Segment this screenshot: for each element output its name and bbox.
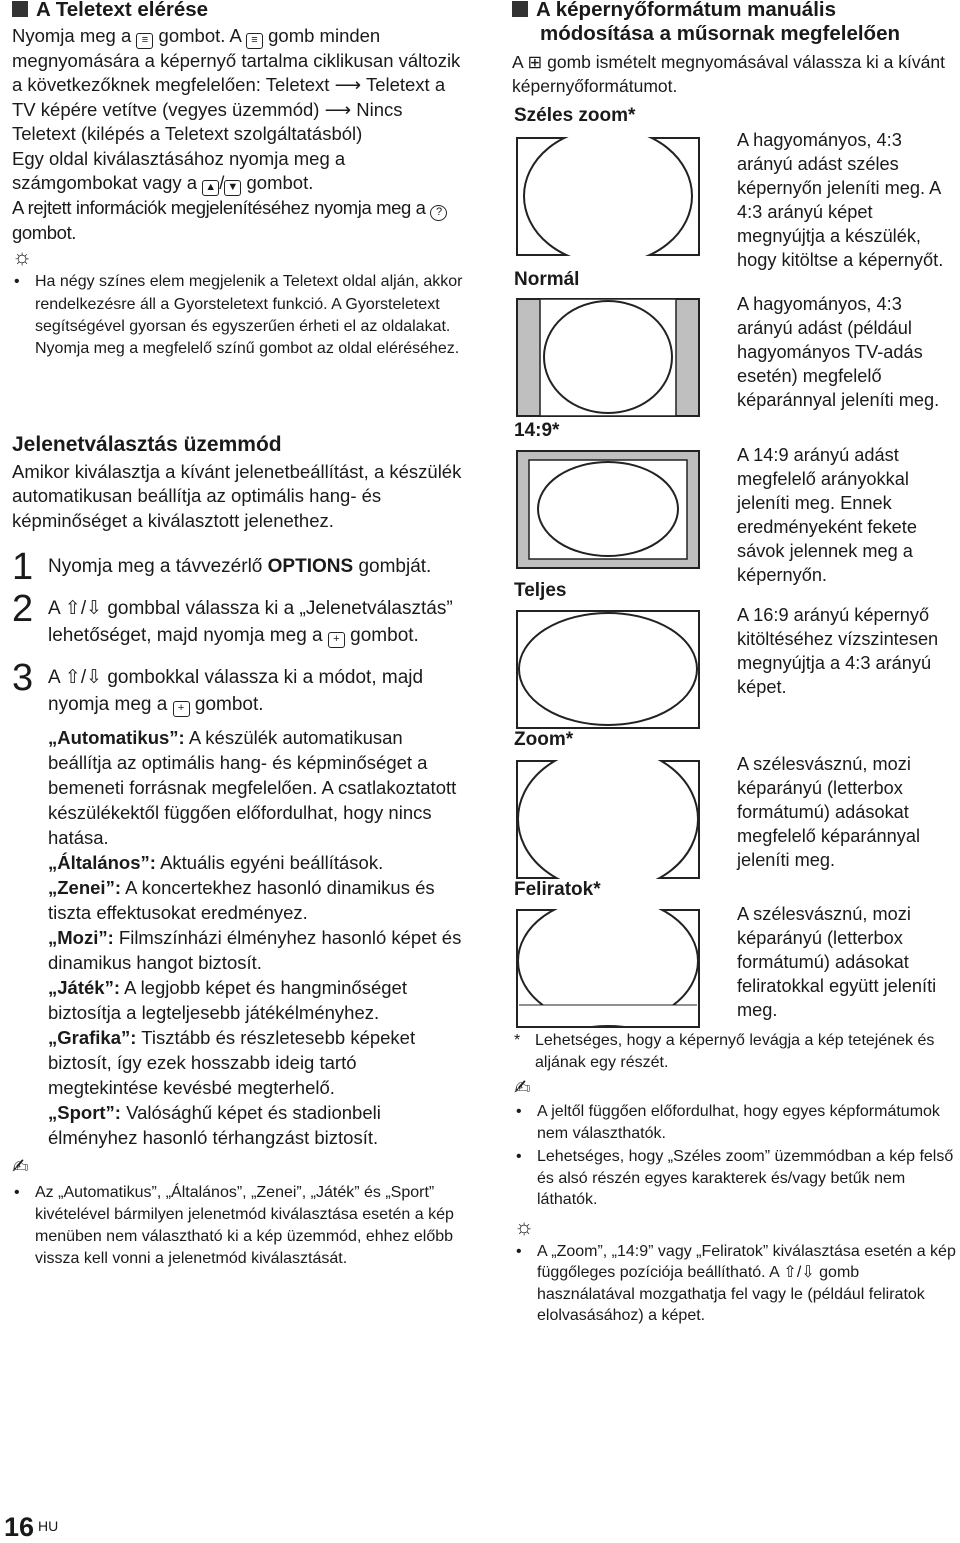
scene-title: Jelenetválasztás üzemmód — [12, 433, 282, 456]
arrow-right-icon: ⟶ — [324, 98, 352, 120]
format-desc-14-9: A 14:9 arányú adást megfelelő arányokkal jeleníti meg. Ennek eredményeként fekete sávok jelennek meg a képernyőn. — [737, 445, 917, 585]
teletext-para-3: A rejtett információk megjelenítéséhez nyomja meg a ? gombot. — [12, 196, 464, 245]
up-down-arrows-icon: ⇧/⇩ — [64, 597, 103, 619]
format-label-full: Teljes — [514, 580, 567, 601]
scene-intro: Amikor kiválasztja a kívánt jelenetbeállítást, a készülék automatikusan beállítja az optimális hang- és képminőséget a kiválasztott jelenethez. — [12, 461, 462, 531]
mode-item-sport: „Sport”: Valósághű képet és stadionbeli élményhez hasonló térhangzást biztosít. — [48, 1101, 381, 1148]
teletext-key-icon: ≡ — [246, 33, 263, 49]
page-number: 16 $^{HU}$ — [4, 1512, 59, 1542]
tip-bulb-icon: ☼ — [514, 1213, 535, 1239]
format-label-zoom: Zoom* — [514, 729, 574, 750]
format-footnotes — [514, 1030, 956, 1327]
mode-item-music: „Zenei”: A koncertekhez hasonló dinamikus és tiszta effektusokat eredményez. — [48, 876, 435, 923]
teletext-tip: • Ha négy színes elem megjelenik a Teletext oldal alján, akkor rendelkezésre áll a Gyorsteletext funkció. A Gyorsteletext segítségével gyorsan és egyszerűen érheti el az oldalakat. Nyomja meg a megfelelő színű gombot az oldal eléréséhez. — [12, 271, 464, 360]
reveal-key-icon: ? — [430, 205, 447, 221]
subtitles-thumbnail — [516, 909, 700, 1028]
teletext-para-2: Egy oldal kiválasztásához nyomja meg a számgombokat vagy a ▲ / ▼ gombot. — [12, 147, 464, 196]
mode-item-game: „Játék”: A legjobb képet és hangminőséget biztosítja a legteljesebb játékélményhez. — [48, 976, 407, 1023]
step-2: 2 A ⇧/⇩ gombbal válassza ki a „Jelenetválasztás” lehetőséget, majd nyomja meg a + gombot. — [12, 587, 453, 647]
format-desc-zoom: A szélesvásznú, mozi képarányú (letterbox formátumú) adásokat megfelelő képaránnyal jeleníti meg. — [737, 754, 921, 870]
format-desc-subtitles: A szélesvásznú, mozi képarányú (letterbox formátumú) adásokat feliratokkal együtt jeleníti meg. — [737, 904, 937, 1020]
asterisk-footnote: * Lehetséges, hogy a képernyő levágja a kép tetejének és aljának egy részét. — [514, 1032, 935, 1071]
language-code: HU — [38, 1518, 59, 1534]
format-desc-wide-zoom: A hagyományos, 4:3 arányú adást széles képernyőn jeleníti meg. A 4:3 arányú képet megnyújtja a készülék, hogy kitöltse a képernyőt. — [737, 130, 944, 270]
enter-key-icon: + — [328, 632, 345, 648]
step-3: 3 A ⇧/⇩ gombokkal válassza ki a módot, majd nyomja meg a + gombot. „Automatikus”: A készülék automatikusan beállítja az optimális hang- és képminőséget a bemeneti forrásnak megfelelően. A csatlakoztatott készülékektől függően előfordulhat, hogy nincs hatása. „Általános”: Aktuális egyéni beállítások. „Zenei”: A koncertekhez hasonló dinamikus és tiszta effektusokat eredményez. „Mozi”: Filmszínházi élményhez hasonló képet és dinamikus hangot biztosít. „Játék”: A legjobb képet és hangminőséget biztosítja a legteljesebb játékélményhez. „Grafika”: Tisztább és részletesebb képeket biztosít, így ezek hosszabb ideig tartó megtekintése kevésbé megterhelő. „Sport”: Valósághű képet és stadionbeli élményhez hasonló térhangzást biztosít. — [12, 664, 464, 1150]
heading-square-icon — [512, 1, 528, 17]
format-label-subtitles: Feliratok* — [514, 879, 601, 900]
format-note-2: • Lehetséges, hogy „Széles zoom” üzemmódban a kép felső és alsó részén egyes karakterek és/vagy betűk nem láthatók. — [514, 1146, 956, 1211]
tip-bulb-icon: ☼ — [12, 244, 33, 270]
zoom-thumbnail — [516, 760, 700, 879]
mode-item-cinema: „Mozi”: Filmszínházi élményhez hasonló képet és dinamikus hangot biztosít. — [48, 926, 462, 973]
teletext-para-1: Nyomja meg a ≡ gombot. A ≡ gomb minden megnyomására a képernyő tartalma ciklikusan változik a következőknek megfelelően: Teletext ⟶ Teletext a TV képére vetítve (vegyes üzemmód) ⟶ Nincs Teletext (kilépés a Teletext szolgáltatásból) — [12, 25, 461, 145]
step-number: 2 — [12, 587, 34, 630]
format-section-header — [512, 0, 960, 98]
page-down-key-icon: ▼ — [224, 180, 241, 196]
scene-section — [12, 432, 464, 1271]
note-pencil-icon: ✍ — [12, 1155, 29, 1178]
heading-square-icon — [12, 1, 28, 17]
note-pencil-icon: ✍ — [514, 1077, 531, 1099]
format-tip: • A „Zoom”, „14:9” vagy „Feliratok” kiválasztása esetén a kép függőleges pozíciója beállítható. A ⇧/⇩ gomb használatával mozgathatja fel vagy le (például feliratok elolvasásához) a képet. — [514, 1241, 956, 1327]
mode-item-graphics: „Grafika”: Tisztább és részletesebb képeket biztosít, így ezek hosszabb ideig tartó megtekintése kevésbé megterhelő. — [48, 1026, 416, 1098]
full-thumbnail — [516, 610, 700, 729]
format-label-normal: Normál — [514, 269, 580, 290]
scene-note: • Az „Automatikus”, „Általános”, „Zenei”, „Játék” és „Sport” kivételével bármilyen jelenetmód kiválasztása esetén a kép menüben nem választható ki a kép üzemmód, ehhez előbb vissza kell vonni a jelenetmód kiválasztását. — [12, 1182, 464, 1271]
step-1: 1 Nyomja meg a távvezérlő OPTIONS gombját. — [12, 546, 432, 589]
step-number: 3 — [12, 656, 34, 699]
wide-zoom-thumbnail — [516, 137, 700, 256]
teletext-key-icon: ≡ — [136, 33, 153, 49]
format-label-wide-zoom: Széles zoom* — [514, 105, 636, 126]
page-up-key-icon: ▲ — [202, 180, 219, 196]
format-title: A képernyőformátum manuális — [512, 0, 960, 22]
arrow-right-icon: ⟶ — [334, 74, 362, 96]
enter-key-icon: + — [173, 701, 190, 717]
format-label-14-9: 14:9* — [514, 420, 560, 441]
mode-item-auto: „Automatikus”: A készülék automatikusan beállítja az optimális hang- és képminőséget a bemeneti forrásnak megfelelően. A csatlakoztatott készülékektől függően előfordulhat, hogy nincs hatása. — [48, 726, 457, 848]
format-intro: A ⊞ gomb ismételt megnyomásával válassza ki a kívánt képernyőformátumot. — [512, 52, 945, 96]
format-desc-full: A 16:9 arányú képernyő kitöltéséhez vízszintesen megnyújtja a 4:3 arányú képet. — [737, 605, 939, 697]
screen-format-key-icon: ⊞ — [527, 52, 543, 72]
mode-item-general: „Általános”: Aktuális egyéni beállítások. — [48, 851, 384, 873]
step-number: 1 — [12, 546, 34, 589]
teletext-section — [12, 0, 464, 360]
format-desc-normal: A hagyományos, 4:3 arányú adást (például hagyományos TV-adás esetén) megfelelő képaránnyal jeleníti meg. — [737, 294, 940, 410]
format-note-1: • A jeltől függően előfordulhat, hogy egyes képformátumok nem választhatók. — [514, 1101, 956, 1144]
14-9-thumbnail — [516, 450, 700, 569]
teletext-title: A Teletext elérése — [12, 0, 464, 22]
scene-mode-list — [48, 725, 464, 1150]
normal-thumbnail — [516, 298, 700, 417]
up-down-arrows-icon: ⇧/⇩ — [783, 1264, 815, 1281]
format-title-line2: módosítása a műsornak megfelelően — [540, 22, 901, 45]
up-down-arrows-icon: ⇧/⇩ — [64, 666, 103, 688]
